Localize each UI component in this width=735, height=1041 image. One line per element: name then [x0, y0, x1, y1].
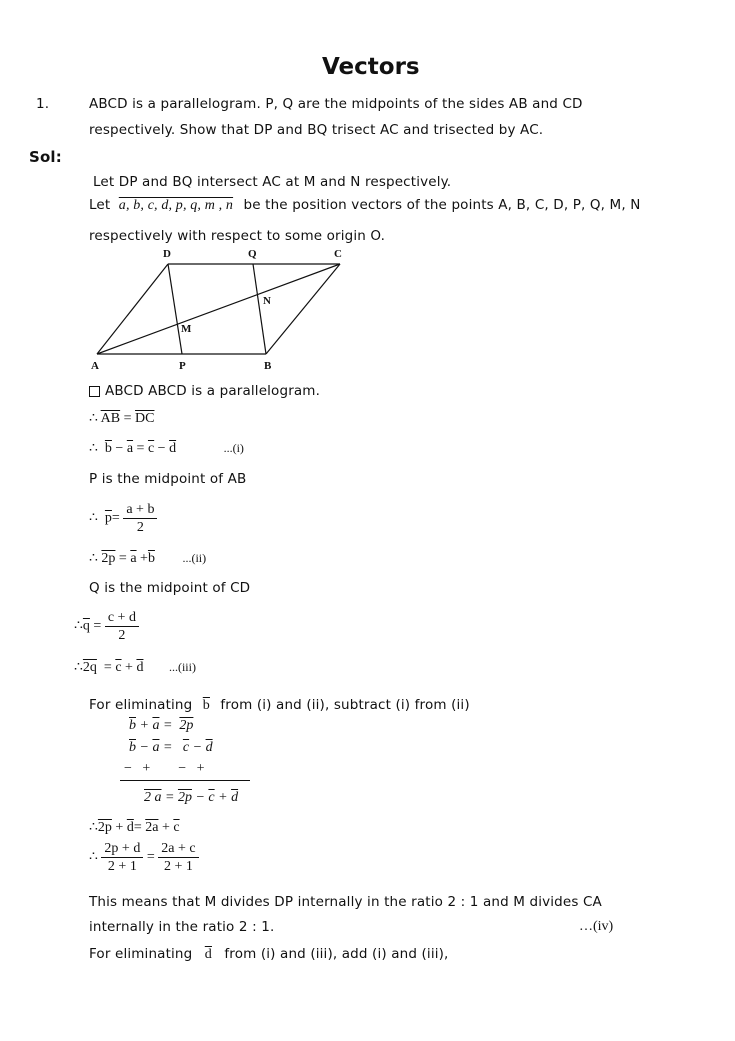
p-midpoint-text: P is the midpoint of AB [89, 471, 247, 487]
parallelogram-figure [88, 244, 358, 374]
question-line-1: ABCD is a parallelogram. P, Q are the midpoints of the sides AB and CD [89, 96, 583, 112]
intro-line-2-rest: be the position vectors of the points A, B, C, D, P, Q, M, N [243, 197, 641, 213]
page-title: Vectors [322, 54, 420, 80]
label-a: A [91, 360, 99, 372]
eliminate-d-text: For eliminating $\overline{d}$ from (i) and (iii), add (i) and (iii), [89, 946, 449, 962]
vector-list: a, b, c, d, p, q, m , n [118, 198, 234, 213]
segment-dp [168, 264, 182, 354]
sub-row-1: $\overline{b} + \overline{a} = 2p$ [129, 718, 194, 733]
eq-3: ∴2q = $\overline{c} + \overline{d}$ ...(iii) [74, 660, 196, 675]
question-line-2: respectively. Show that DP and BQ trisect AC and trisected by AC. [89, 122, 544, 138]
means-line-2: internally in the ratio 2 : 1. [89, 919, 275, 935]
eq-q-fraction: $\therefore\overline{q}$ = $\frac{c + d}{2}$ [74, 609, 139, 644]
box-symbol-icon [89, 386, 100, 397]
sub-signs: − + − + [124, 761, 205, 776]
step-parallelogram: ABCD ABCD is a parallelogram. [89, 383, 320, 399]
label-q: Q [248, 248, 257, 260]
result-eq-1: ∴2p + $\overline{d}= 2a + \overline{c}$ [89, 820, 180, 835]
intro-line-1: Let DP and BQ intersect AC at M and N respectively. [93, 174, 452, 190]
means-line-1: This means that M divides DP internally in the ratio 2 : 1 and M divides CA [89, 894, 602, 910]
sub-row-2: $\overline{b} - \overline{a} = \overline{c} - \overline{d}$ [129, 740, 213, 755]
label-b: B [264, 360, 272, 372]
eliminate-b-text: For eliminating $\overline{b}$ from (i) and (ii), subtract (i) from (ii) [89, 697, 470, 713]
eq-ab-dc: ∴ $\overline{AB} = \overline{DC}$ [89, 411, 155, 426]
tag-iv: …(iv) [579, 919, 614, 934]
label-p: P [179, 360, 186, 372]
sub-result: 2 $a = 2p - \overline{c} + \overline{d}$ [144, 790, 239, 805]
eq-p-fraction: ∴ $\overline{p}=$ $\frac{a + b}{2}$ [89, 501, 157, 536]
intro-line-2 [89, 197, 640, 214]
q-midpoint-text: Q is the midpoint of CD [89, 580, 251, 596]
question-number: 1. [36, 96, 50, 112]
sub-rule [120, 780, 250, 781]
let-word: Let [89, 197, 111, 213]
eq-1: ∴ $\overline{b} - \overline{a} = \overline{c} - \overline{d}$ ...(i) [89, 441, 244, 456]
segment-qb [253, 264, 266, 354]
label-d: D [163, 248, 171, 260]
result-eq-2: ∴ $\frac{2p + d}{2 + 1}$ = $\frac{2a + c}{2 + 1}$ [89, 840, 199, 875]
solution-label: Sol: [29, 148, 62, 166]
eq-2: ∴ $2p = \overline{a} +\overline{b}$ ...(ii) [89, 551, 207, 566]
intro-line-3: respectively with respect to some origin O. [89, 228, 386, 244]
label-m: M [181, 323, 192, 335]
label-c: C [334, 248, 342, 260]
label-n: N [263, 295, 271, 307]
